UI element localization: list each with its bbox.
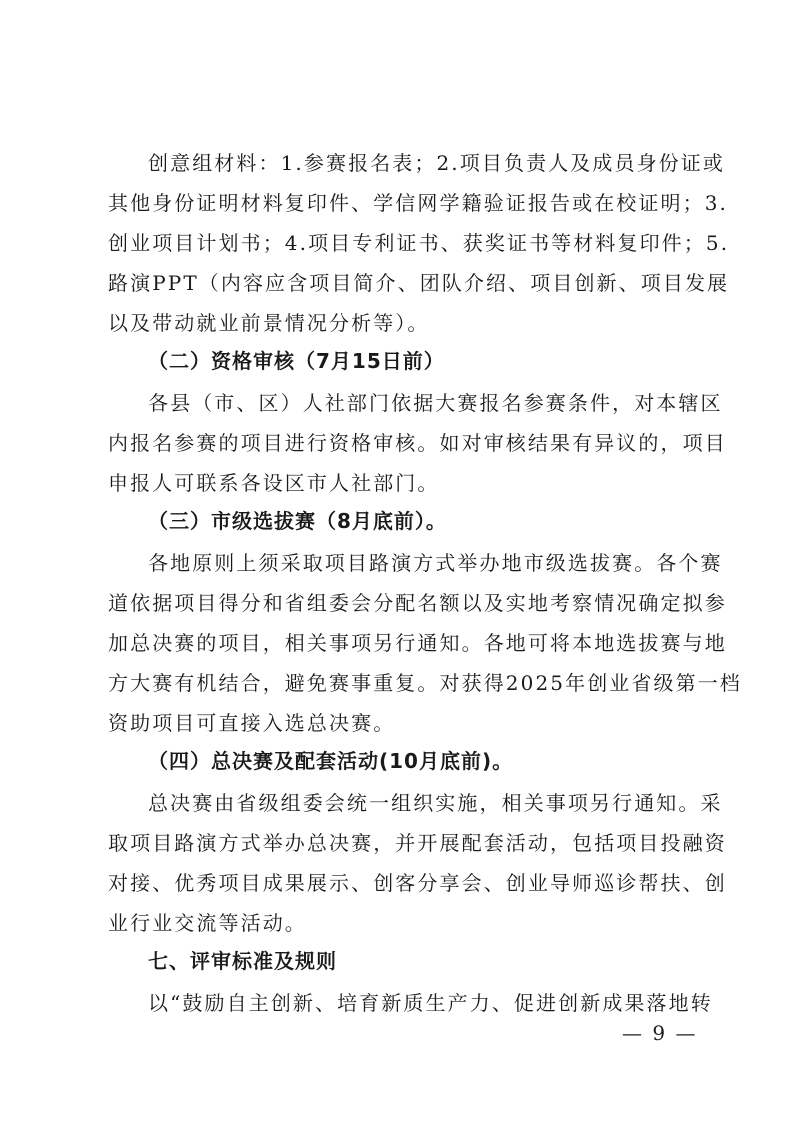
- body-text-line: 对接、优秀项目成果展示、创客分享会、创业导师巡诊帮扶、创: [108, 871, 727, 895]
- body-text-line: 取项目路演方式举办总决赛，并开展配套活动，包括项目投融资: [108, 831, 727, 855]
- body-text-line: 业行业交流等活动。: [108, 911, 307, 935]
- section-heading-review-criteria: 七、评审标准及规则: [148, 949, 337, 973]
- body-text-line: 以“鼓励自主创新、培育新质生产力、促进创新成果落地转: [148, 991, 713, 1015]
- body-text-line: 总决赛由省级组委会统一组织实施，相关事项另行通知。采: [148, 791, 723, 815]
- subheading-qualification-review: （二）资格审核（7月15日前）: [148, 349, 445, 373]
- body-text-line: 创意组材料：1.参赛报名表；2.项目负责人及成员身份证或: [148, 151, 725, 175]
- subheading-city-selection: （三）市级选拔赛（8月底前）。: [148, 509, 447, 533]
- body-text-line: 方大赛有机结合，避免赛事重复。对获得2025年创业省级第一档: [108, 671, 742, 695]
- body-text-line: 申报人可联系各设区市人社部门。: [108, 471, 440, 495]
- subheading-final-competition: （四）总决赛及配套活动(10月底前)。: [148, 749, 514, 773]
- page-number: — 9 —: [622, 1021, 698, 1045]
- body-text-line: 各县（市、区）人社部门依据大赛报名参赛条件，对本辖区: [148, 391, 723, 415]
- body-text-line: 创业项目计划书；4.项目专利证书、获奖证书等材料复印件；5.: [108, 231, 730, 255]
- body-text-line: 其他身份证明材料复印件、学信网学籍验证报告或在校证明；3.: [108, 191, 728, 215]
- body-text-line: 内报名参赛的项目进行资格审核。如对审核结果有异议的，项目: [108, 431, 727, 455]
- body-text-line: 以及带动就业前景情况分析等）。: [108, 311, 430, 335]
- body-text-line: 各地原则上须采取项目路演方式举办地市级选拔赛。各个赛: [148, 551, 723, 575]
- body-text-line: 加总决赛的项目，相关事项另行通知。各地可将本地选拔赛与地: [108, 631, 727, 655]
- body-text-line: 道依据项目得分和省组委会分配名额以及实地考察情况确定拟参: [108, 591, 727, 615]
- body-text-line: 资助项目可直接入选总决赛。: [108, 711, 396, 735]
- body-text-line: 路演PPT（内容应含项目简介、团队介绍、项目创新、项目发展: [108, 271, 730, 295]
